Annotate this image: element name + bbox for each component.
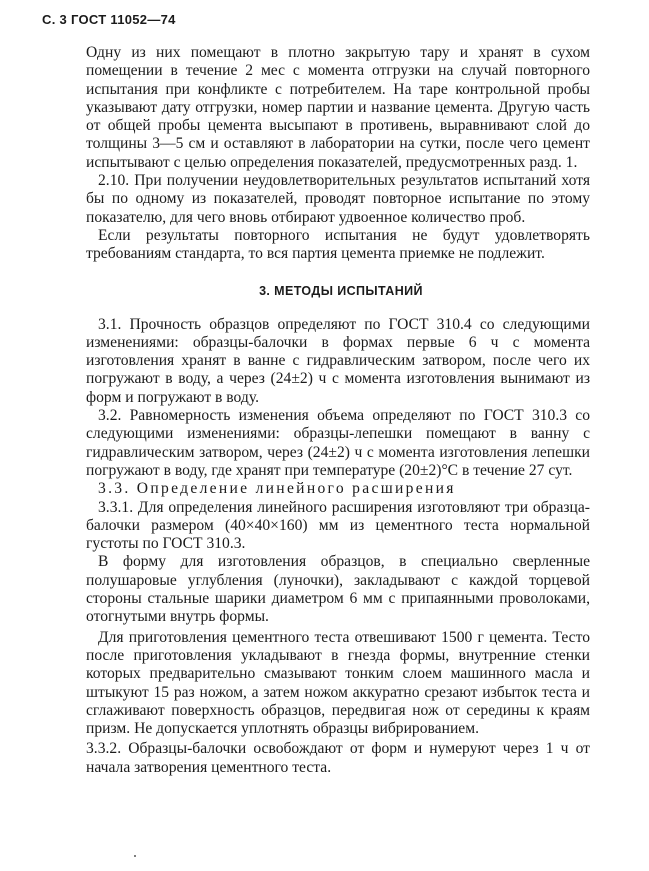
paragraph-3-2: 3.2. Равномерность изменения объема определяют по ГОСТ 310.3 со следующими изменениями: образцы-лепешки помещают в ванну с гидравлическим затвором, через (24±2) ч с момента изготовления лепешки погружают в воду, где хранят при температуре (20±2)°С в течение 27 сут. (86, 407, 590, 479)
paragraph-3-3-heading (86, 480, 590, 498)
paragraph-3-3-2: 3.3.2. Образцы-балочки освобождают от форм и нумеруют через 1 ч от начала затворения цементного теста. (86, 740, 590, 776)
scan-speck (134, 855, 136, 857)
paragraph-3-3-1: 3.3.1. Для определения линейного расширения изготовляют три образца-балочки размером (40×40×160) мм из цементного теста нормальной густоты по ГОСТ 310.3. (86, 498, 590, 553)
page-header: С. 3 ГОСТ 11052—74 (42, 12, 176, 27)
subsection-title-linear-expansion: 3.3. Определение линейного расширения (98, 480, 456, 498)
paragraph-mold-preparation: В форму для изготовления образцов, в специально сверленные полушаровые углубления (луночки), закладывают с каждой торцевой стороны стальные шарики диаметром 6 мм с припаянными проволоками, отогнутыми внутрь формы. (86, 553, 590, 626)
paragraph-paste-preparation: Для приготовления цементного теста отвешивают 1500 г цемента. Тесто после приготовления укладывают в гнезда формы, внутренние стенки которых предварительно смазывают тонким слоем машинного масла и штыкуют 15 раз ножом, а затем ножом аккуратно срезают избыток теста и сглаживают поверхность образцов, передвигая нож от середины к краям призм. Не допускается уплотнять образцы вибрированием. (86, 628, 590, 738)
paragraph-sample-storage: Одну из них помещают в плотно закрытую тару и хранят в сухом помещении в течение 2 мес с момента отгрузки на случай повторного испытания при конфликте с потребителем. На таре контрольной пробы указывают дату отгрузки, номер партии и название цемента. Другую часть от общей пробы цемента высыпают в противень, выравнивают слой до толщины 3—5 см и оставляют в лаборатории на сутки, после чего цемент испытывают с целью определения показателей, предусмотренных разд. 1. (86, 44, 590, 171)
section-title-test-methods: 3. МЕТОДЫ ИСПЫТАНИЙ (259, 283, 423, 298)
paragraph-3-1: 3.1. Прочность образцов определяют по ГОСТ 310.4 со следующими изменениями: образцы-балочки в формах первые 6 ч с момента изготовления хранят в ванне с гидравлическим затвором, после чего их погружают в воду, а через (24±2) ч с момента изготовления вынимают из форм и погружают в воду. (86, 315, 590, 406)
document-body (86, 44, 590, 777)
paragraph-2-10: 2.10. При получении неудовлетворительных результатов испытаний хотя бы по одному из показателей, проводят повторное испытание по этому показателю, для чего вновь отбирают удвоенное количество проб. (86, 172, 590, 226)
paragraph-retest-result: Если результаты повторного испытания не будут удовлетворять требованиям стандарта, то вся партия цемента приемке не подлежит. (86, 226, 590, 263)
